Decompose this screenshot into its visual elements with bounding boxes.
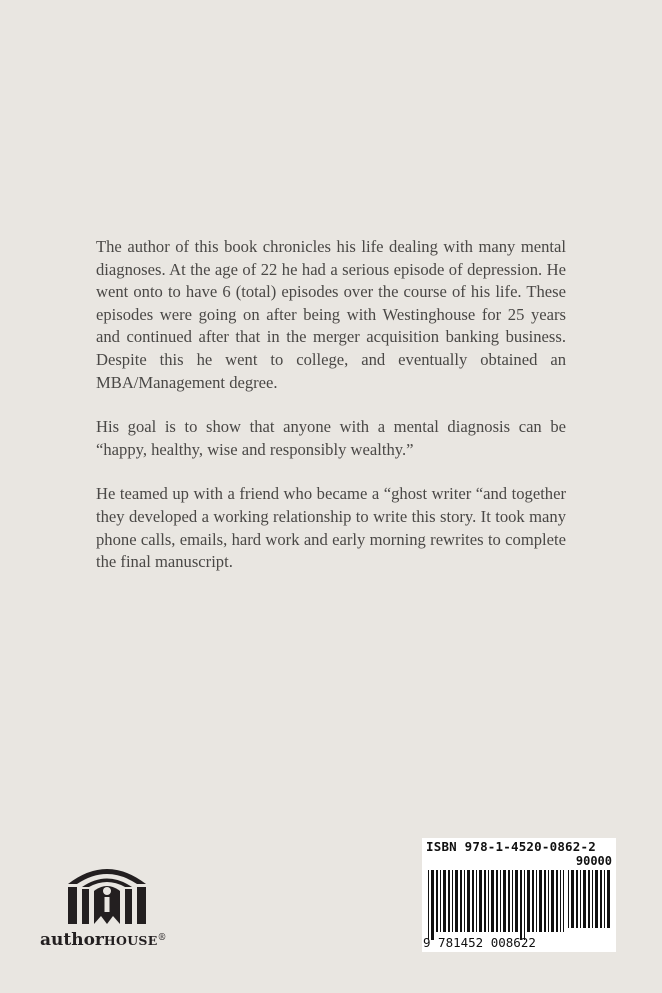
barcode-bar (532, 870, 534, 932)
publisher-name-house: HOUSE (103, 933, 158, 948)
authorhouse-arch-icon (66, 860, 148, 926)
barcode-bar (568, 870, 569, 928)
barcode-bar (488, 870, 489, 932)
price-addon-number: 90000 (575, 854, 612, 868)
back-cover-blurb (96, 236, 566, 596)
barcode-bar (455, 870, 458, 932)
barcode-bar (508, 870, 510, 932)
barcode-bar (472, 870, 474, 932)
barcode-bar (595, 870, 598, 928)
barcode-bar (592, 870, 593, 928)
blurb-paragraph-3: He teamed up with a friend who became a “ghost writer “and together they developed a working relationship to write this story. It took many phone calls, emails, hard work and early morning rewrites to complete the final manuscript. (96, 484, 566, 572)
barcode-bar (556, 870, 558, 932)
barcode-bar (479, 870, 482, 932)
ean-barcode-bars (428, 870, 564, 942)
barcode-bar (560, 870, 561, 932)
barcode-bar (460, 870, 462, 932)
barcode-bar (443, 870, 446, 932)
barcode-bar (431, 870, 434, 940)
barcode-bar (448, 870, 450, 932)
barcode-bar (520, 870, 522, 940)
barcode-bar (496, 870, 498, 932)
barcode-bar (600, 870, 602, 928)
barcode-bar (551, 870, 554, 932)
barcode-bar (436, 870, 438, 932)
barcode-bar (607, 870, 610, 928)
barcode-bar (576, 870, 578, 928)
addon-barcode-bars (568, 870, 612, 930)
publisher-name-author: author (40, 930, 104, 950)
barcode-bar (571, 870, 574, 928)
barcode-bar (544, 870, 546, 932)
barcode-bar (428, 870, 429, 940)
publisher-name (40, 930, 167, 950)
registered-mark: ® (157, 933, 167, 943)
isbn-barcode (422, 838, 616, 952)
barcode-bar (491, 870, 494, 932)
barcode-bar (512, 870, 513, 932)
blurb-paragraph-1: The author of this book chronicles his life dealing with many mental diagnoses. At the age of 22 he had a serious episode of depression. He went onto to have 6 (total) episodes over the course of his life. These episodes were going on after being with Westinghouse for 25 years and continued after that in the merger acquisition banking business. Despite this he went to college, and eventually obtained an MBA/Management degree. (96, 237, 566, 392)
barcode-bar (440, 870, 441, 932)
blurb-paragraph-2: His goal is to show that anyone with a mental diagnosis can be “happy, healthy, wise and responsibly wealthy.” (96, 417, 566, 459)
ean-number: 9 781452 008622 (423, 935, 536, 950)
barcode-bar (588, 870, 590, 928)
barcode-bar (536, 870, 537, 932)
isbn-label: ISBN 978-1-4520-0862-2 (426, 839, 596, 854)
barcode-bar (563, 870, 564, 932)
barcode-bar (548, 870, 549, 932)
barcode-bar (580, 870, 581, 928)
barcode-bar (539, 870, 542, 932)
barcode-bar (503, 870, 506, 932)
barcode-bar (467, 870, 470, 932)
barcode-bar (583, 870, 586, 928)
barcode-bar (527, 870, 530, 932)
barcode-bar (452, 870, 453, 932)
barcode-bar (500, 870, 501, 932)
barcode-bar (515, 870, 518, 932)
publisher-logo (40, 860, 185, 960)
barcode-bar (484, 870, 486, 932)
barcode-bar (604, 870, 605, 928)
barcode-bar (464, 870, 465, 932)
barcode-bar (476, 870, 477, 932)
barcode-bar (524, 870, 525, 940)
